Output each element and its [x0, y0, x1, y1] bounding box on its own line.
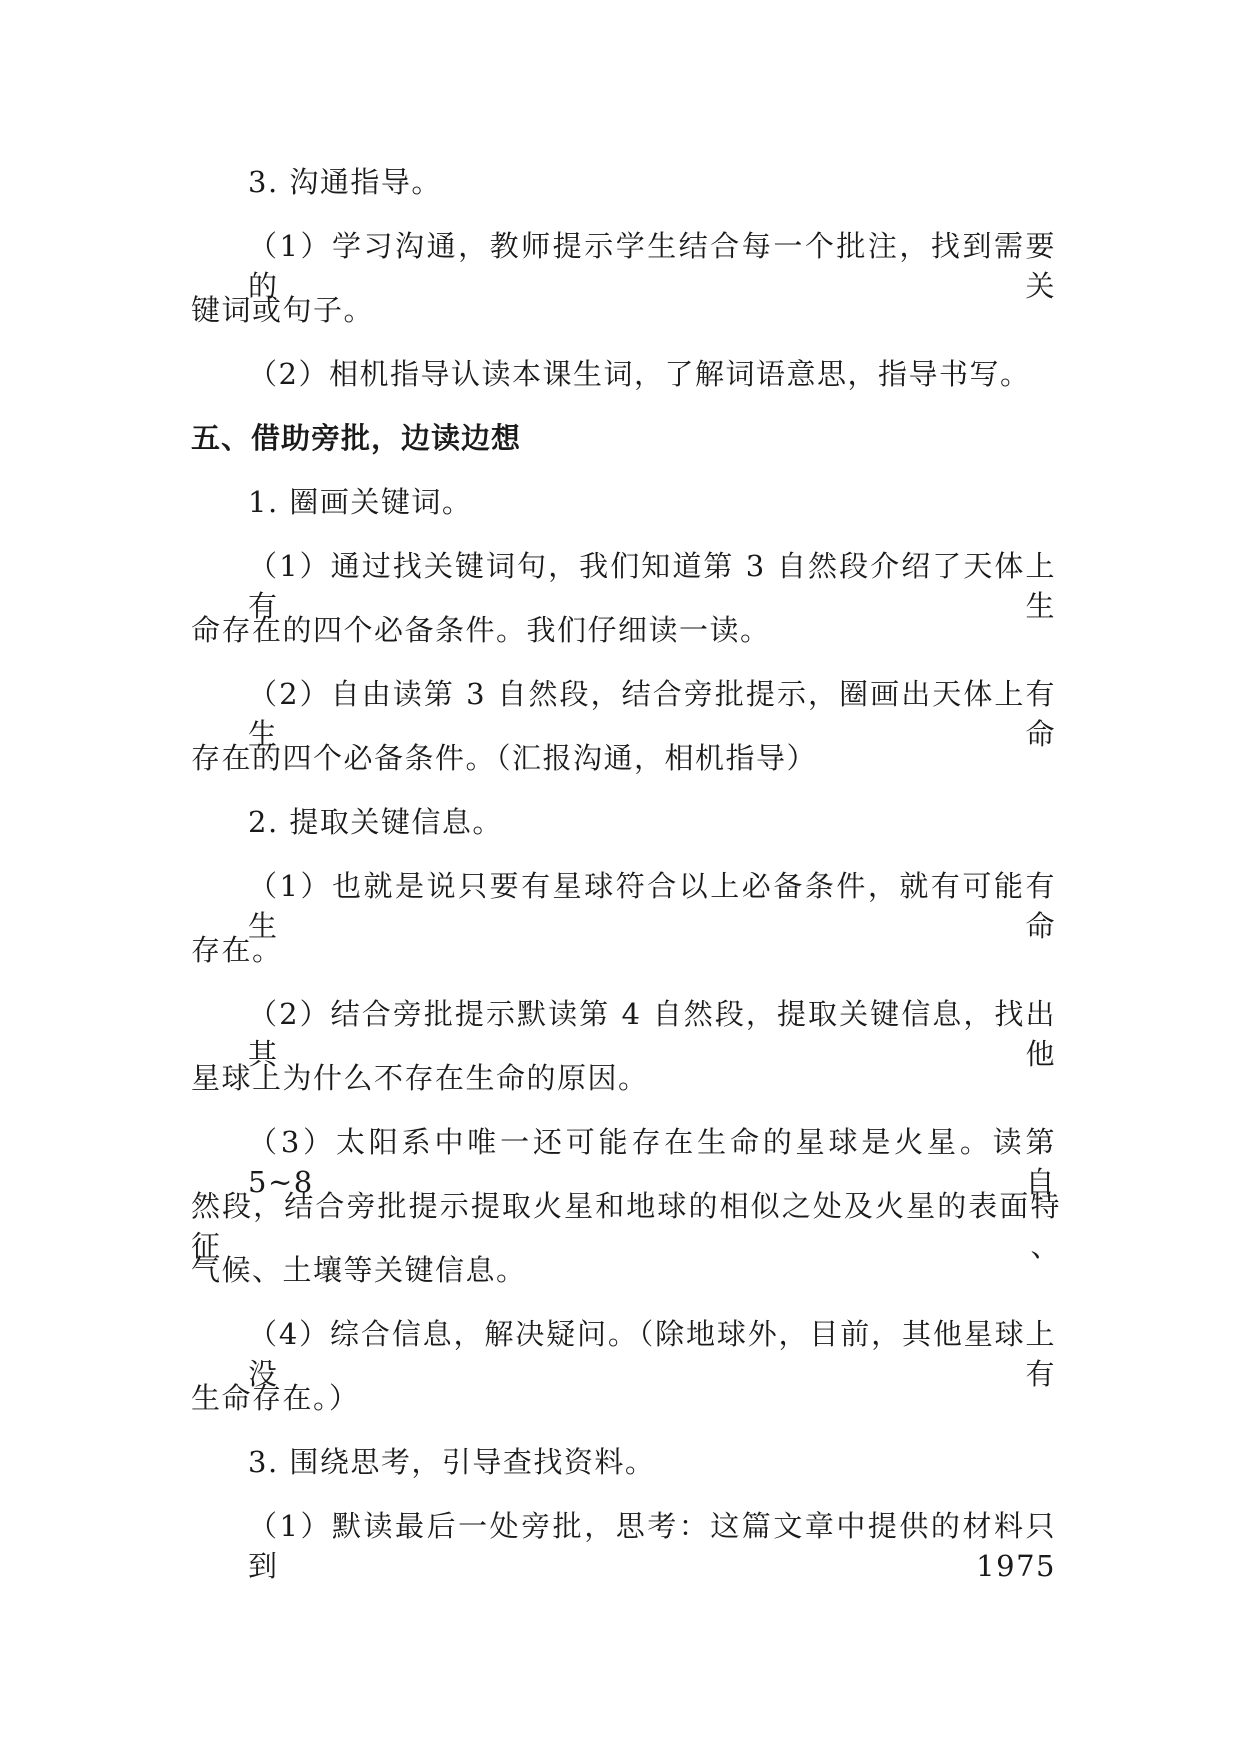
paragraph-line: （2）结合旁批提示默读第 4 自然段，提取关键信息，找出其他 [248, 997, 1056, 1071]
paragraph-line: （2）相机指导认读本课生词，了解词语意思，指导书写。 [248, 357, 1031, 391]
paragraph-line: （2）自由读第 3 自然段，结合旁批提示，圈画出天体上有生命 [248, 677, 1056, 751]
paragraph-line: 键词或句子。 [191, 293, 375, 327]
paragraph-line: 气候、土壤等关键信息。 [191, 1253, 527, 1287]
section-heading: 五、借助旁批，边读边想 [191, 421, 522, 455]
step-3-guide-research: 3. 围绕思考，引导查找资料。 [248, 1445, 656, 1479]
paragraph-line: （1）默读最后一处旁批，思考：这篇文章中提供的材料只到 1975 [248, 1509, 1056, 1583]
paragraph-line: 星球上为什么不存在生命的原因。 [191, 1061, 649, 1095]
paragraph-line: 存在。 [191, 933, 283, 967]
paragraph-line: （1）也就是说只要有星球符合以上必备条件，就有可能有生命 [248, 869, 1056, 943]
paragraph-line: （1）通过找关键词句，我们知道第 3 自然段介绍了天体上有生 [248, 549, 1056, 623]
step-3-communication-guidance: 3. 沟通指导。 [248, 165, 442, 199]
paragraph-line: 存在的四个必备条件。（汇报沟通，相机指导） [191, 741, 818, 775]
step-2-extract-info: 2. 提取关键信息。 [248, 805, 503, 839]
step-1-circle-keywords: 1. 圈画关键词。 [248, 485, 473, 519]
paragraph-line: 然段，结合旁批提示提取火星和地球的相似之处及火星的表面特征、 [191, 1189, 1061, 1263]
paragraph-line: （3）太阳系中唯一还可能存在生命的星球是火星。读第 5~8 自 [248, 1125, 1056, 1199]
paragraph-line: （1）学习沟通，教师提示学生结合每一个批注，找到需要的关 [248, 229, 1056, 303]
paragraph-line: 生命存在。） [191, 1381, 360, 1415]
paragraph-line: （4）综合信息，解决疑问。（除地球外，目前，其他星球上没有 [248, 1317, 1056, 1391]
paragraph-line: 命存在的四个必备条件。我们仔细读一读。 [191, 613, 771, 647]
